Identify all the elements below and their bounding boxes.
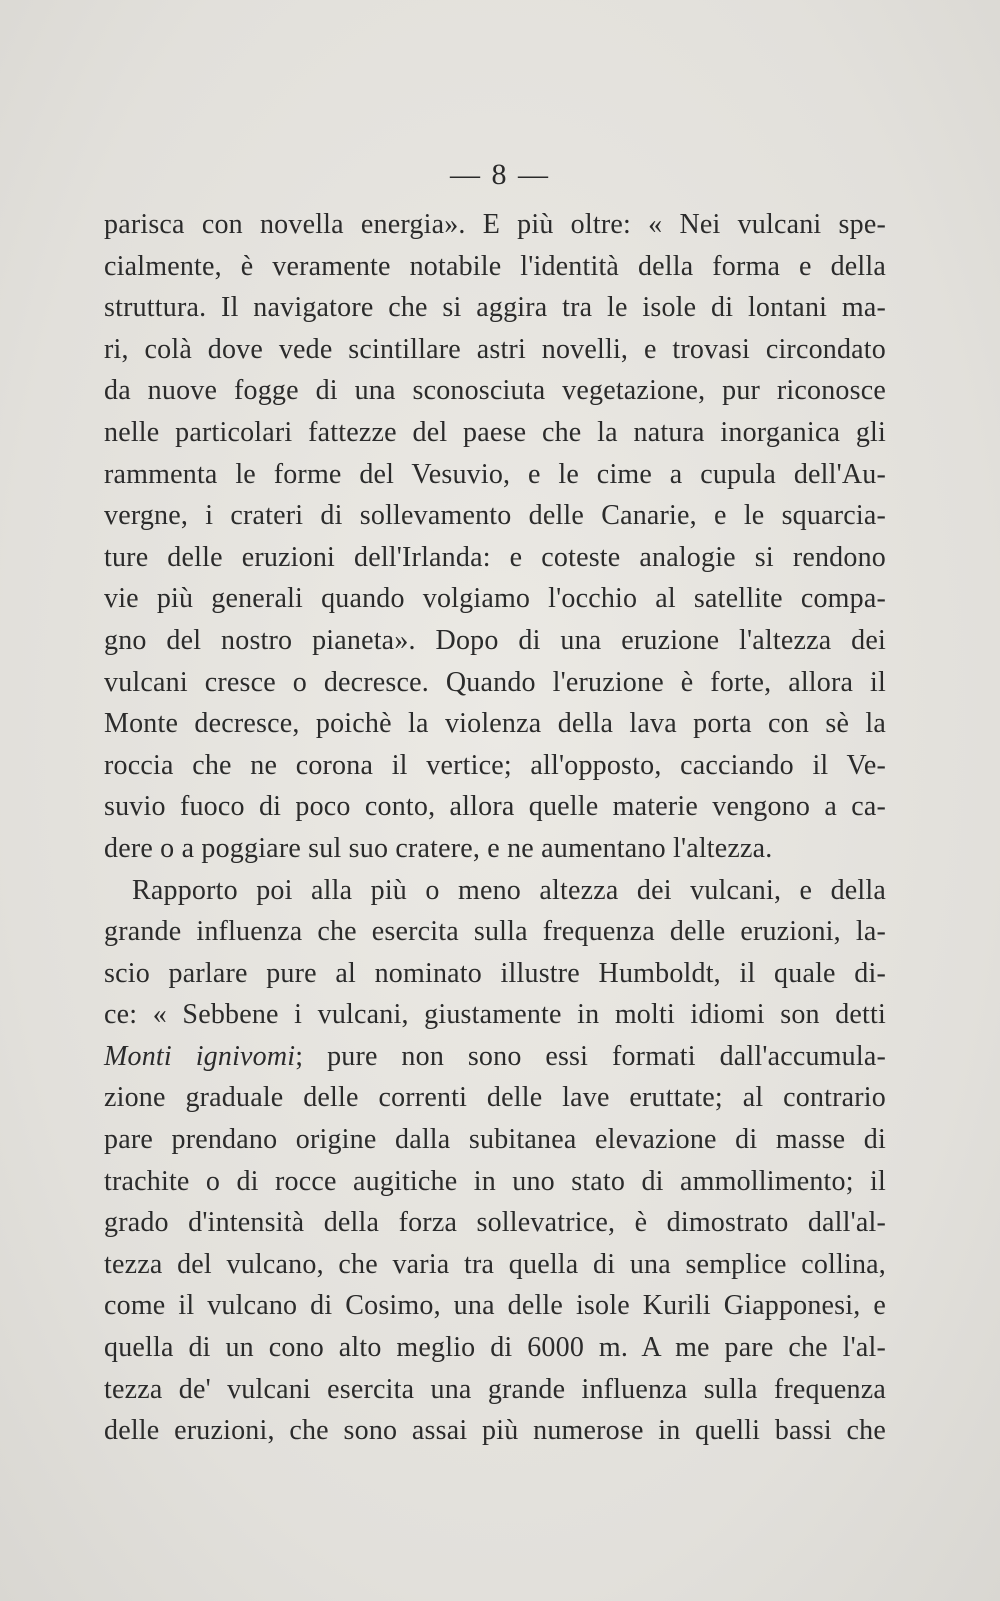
text-line [104, 246, 886, 288]
line-text: cialmente, è veramente notabile l'identità della forma e della [104, 250, 886, 282]
italic-phrase: Monti ignivomi [104, 1040, 296, 1072]
text-line [104, 1202, 886, 1244]
line-text: parisca con novella energia». E più oltre: « Nei vulcani spe- [104, 209, 886, 240]
text-line [104, 287, 886, 329]
line-text: ce: « Sebbene i vulcani, giustamente in molti idiomi son detti [104, 999, 886, 1031]
text-line [104, 662, 886, 704]
text-line [104, 454, 886, 496]
line-text: pare prendano origine dalla subitanea elevazione di masse di [104, 1124, 886, 1156]
line-text: da nuove fogge di una sconosciuta vegetazione, pur riconosce [104, 375, 886, 407]
line-text: ri, colà dove vede scintillare astri novelli, e trovasi circondato [104, 333, 886, 365]
line-text: grado d'intensità della forza sollevatrice, è dimostrato dall'al- [104, 1207, 886, 1239]
line-text: Rapporto poi alla più o meno altezza dei vulcani, e della [132, 874, 886, 906]
line-text: zione graduale delle correnti delle lave eruttate; al contrario [104, 1082, 886, 1114]
text-line [104, 1369, 886, 1411]
line-text: vergne, i crateri di sollevamento delle Canarie, e le squarcia- [104, 500, 886, 532]
line-text: nelle particolari fattezze del paese che la natura inorganica gli [104, 416, 886, 448]
text-line [104, 370, 886, 412]
text-line [104, 703, 886, 745]
line-text: ture delle eruzioni dell'Irlanda: e coteste analogie si rendono [104, 541, 886, 573]
text-line [104, 953, 886, 995]
text-line [104, 828, 886, 870]
text-line [104, 1244, 886, 1286]
text-line [104, 495, 886, 537]
body-text [104, 204, 886, 1452]
text-line [104, 1077, 886, 1119]
line-text: grande influenza che esercita sulla frequenza delle eruzioni, la- [104, 916, 886, 948]
text-line [104, 1285, 886, 1327]
line-text: gno del nostro pianeta». Dopo di una eruzione l'altezza dei [104, 624, 886, 656]
page-number: — 8 — [450, 158, 550, 191]
text-line [104, 1119, 886, 1161]
text-line [104, 745, 886, 787]
text-line [104, 1036, 886, 1078]
line-text: trachite o di rocce augitiche in uno stato di ammollimento; il [104, 1165, 886, 1197]
line-text: suvio fuoco di poco conto, allora quelle materie vengono a ca- [104, 791, 886, 823]
line-text: vie più generali quando volgiamo l'occhio al satellite compa- [104, 583, 886, 615]
text-line [104, 786, 886, 828]
line-text: roccia che ne corona il vertice; all'opposto, cacciando il Ve- [104, 749, 886, 781]
line-text: vulcani cresce o decresce. Quando l'eruzione è forte, allora il [104, 666, 886, 698]
line-text: ; pure non sono essi formati dall'accumula- [295, 1040, 886, 1072]
line-text: tezza del vulcano, che varia tra quella di una semplice collina, [104, 1248, 886, 1280]
text-line [104, 204, 886, 246]
line-text: come il vulcano di Cosimo, una delle isole Kurili Giapponesi, e [104, 1290, 886, 1322]
line-text: Monte decresce, poichè la violenza della lava porta con sè la [104, 708, 886, 740]
line-text: tezza de' vulcani esercita una grande influenza sulla frequenza [104, 1373, 886, 1405]
line-text: struttura. Il navigatore che si aggira tra le isole di lontani ma- [104, 292, 886, 324]
text-line [104, 537, 886, 579]
text-line [104, 329, 886, 371]
text-line [104, 1327, 886, 1369]
line-text: quella di un cono alto meglio di 6000 m. A me pare che l'al- [104, 1332, 886, 1364]
line-text: dere o a poggiare sul suo cratere, e ne aumentano l'altezza. [104, 832, 773, 864]
line-text: scio parlare pure al nominato illustre Humboldt, il quale di- [104, 957, 886, 989]
line-text: delle eruzioni, che sono assai più numerose in quelli bassi che [104, 1415, 886, 1447]
text-line [104, 620, 886, 662]
text-line [104, 1410, 886, 1452]
line-text: rammenta le forme del Vesuvio, e le cime a cupula dell'Au- [104, 458, 886, 490]
text-line [104, 870, 886, 912]
text-line [104, 578, 886, 620]
text-line [104, 911, 886, 953]
text-line [104, 1161, 886, 1203]
text-line [104, 412, 886, 454]
text-line [104, 994, 886, 1036]
